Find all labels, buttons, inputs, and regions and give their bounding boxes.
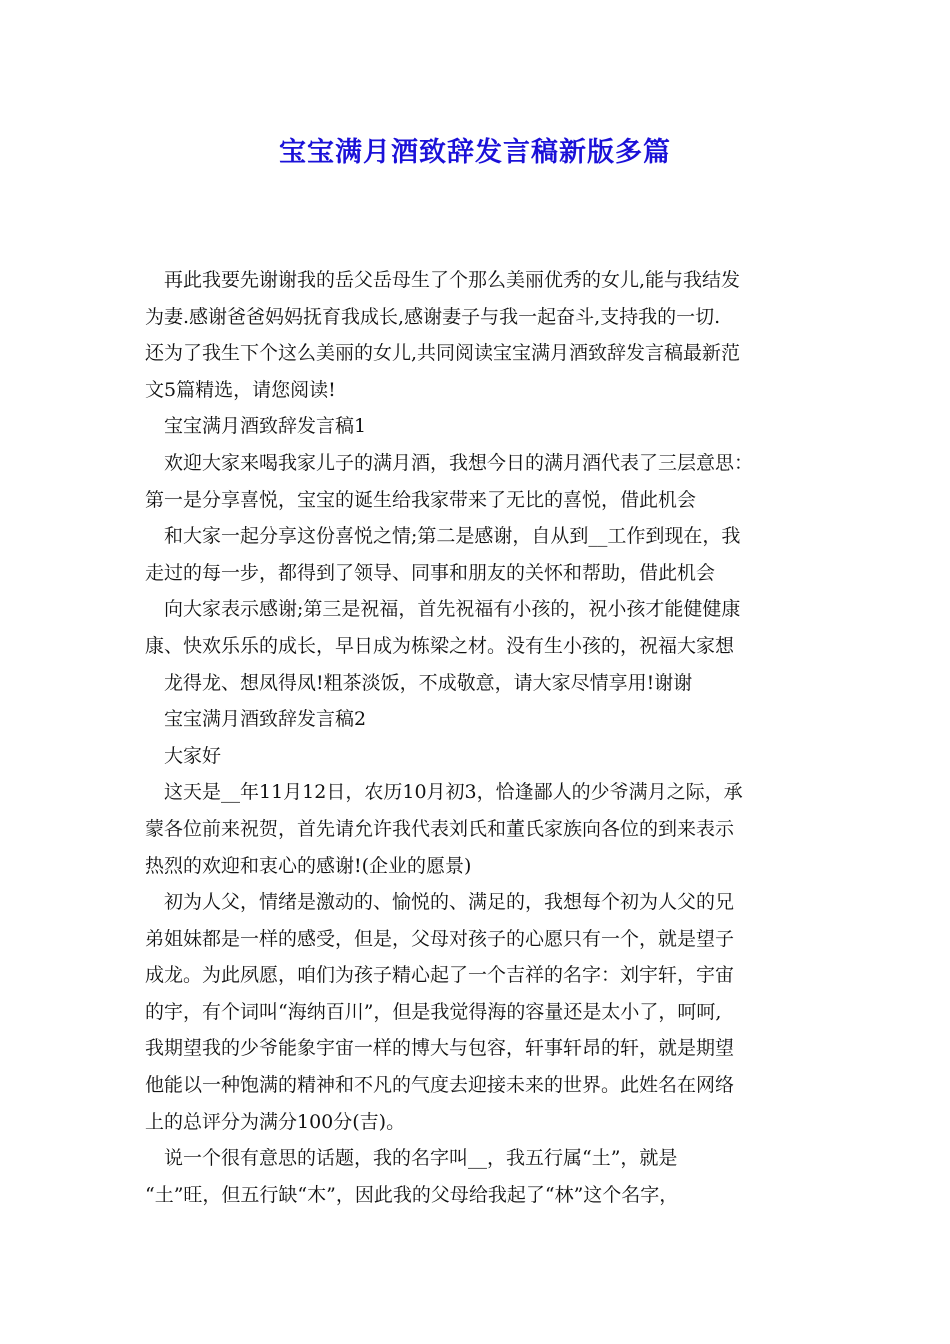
paragraph-line: “土”旺，但五行缺“木”，因此我的父母给我起了“林”这个名字， <box>145 1183 679 1206</box>
document-body <box>145 262 810 1213</box>
paragraph-line: 蒙各位前来祝贺，首先请允许我代表刘氏和董氏家族向各位的到来表示 <box>145 817 735 840</box>
paragraph-line: 向大家表示感谢;第三是祝福，首先祝福有小孩的，祝小孩才能健健康 <box>164 598 741 621</box>
paragraph-line: 弟姐妹都是一样的感受，但是，父母对孩子的心愿只有一个，就是望子 <box>145 927 735 950</box>
paragraph-line: 还为了我生下个这么美丽的女儿,共同阅读宝宝满月酒致辞发言稿最新范 <box>145 342 741 365</box>
paragraph-line: 康、快欢乐乐的成长，早日成为栋梁之材。没有生小孩的，祝福大家想 <box>145 634 735 657</box>
paragraph-line: 欢迎大家来喝我家儿子的满月酒，我想今日的满月酒代表了三层意思： <box>164 451 754 474</box>
paragraph-line: 我期望我的少爷能象宇宙一样的博大与包容，轩事轩昂的轩，就是期望 <box>145 1037 735 1060</box>
paragraph-line: 这天是__年11月12日，农历10月初3，恰逢鄙人的少爷满月之际，承 <box>164 781 743 804</box>
paragraph-line: 龙得龙、想凤得凤!粗茶淡饭，不成敬意，请大家尽情享用!谢谢 <box>164 671 693 694</box>
paragraph-line: 大家好 <box>164 744 222 767</box>
paragraph-line: 第一是分享喜悦，宝宝的诞生给我家带来了无比的喜悦，借此机会 <box>145 488 697 511</box>
paragraph-line: 为妻.感谢爸爸妈妈抚育我成长,感谢妻子与我一起奋斗,支持我的一切. <box>145 305 721 328</box>
document-title: 宝宝满月酒致辞发言稿新版多篇 <box>279 137 671 168</box>
paragraph-line: 上的总评分为满分100分(吉)。 <box>145 1110 406 1133</box>
paragraph-line: 他能以一种饱满的精神和不凡的气度去迎接未来的世界。此姓名在网络 <box>145 1074 735 1097</box>
paragraph-line: 的宇，有个词叫“海纳百川”，但是我觉得海的容量还是太小了，呵呵, <box>145 1000 722 1023</box>
paragraph-line: 成龙。为此夙愿，咱们为孩子精心起了一个吉祥的名字：刘宇轩，宇宙 <box>145 964 735 987</box>
paragraph-line: 再此我要先谢谢我的岳父岳母生了个那么美丽优秀的女儿,能与我结发 <box>164 269 741 291</box>
paragraph-line: 宝宝满月酒致辞发言稿2 <box>164 708 367 731</box>
paragraph-line: 和大家一起分享这份喜悦之情;第二是感谢，自从到__工作到现在，我 <box>164 525 741 548</box>
paragraph-line: 说一个很有意思的话题，我的名字叫__，我五行属“土”，就是 <box>164 1147 678 1170</box>
paragraph-line: 走过的每一步，都得到了领导、同事和朋友的关怀和帮助，借此机会 <box>145 561 716 584</box>
paragraph-line: 热烈的欢迎和衷心的感谢!(企业的愿景) <box>145 854 472 877</box>
paragraph-line: 文5篇精选，请您阅读! <box>145 378 336 401</box>
paragraph-line: 宝宝满月酒致辞发言稿1 <box>164 415 367 438</box>
paragraph-line: 初为人父，情绪是激动的、愉悦的、满足的，我想每个初为人父的兄 <box>164 891 735 914</box>
